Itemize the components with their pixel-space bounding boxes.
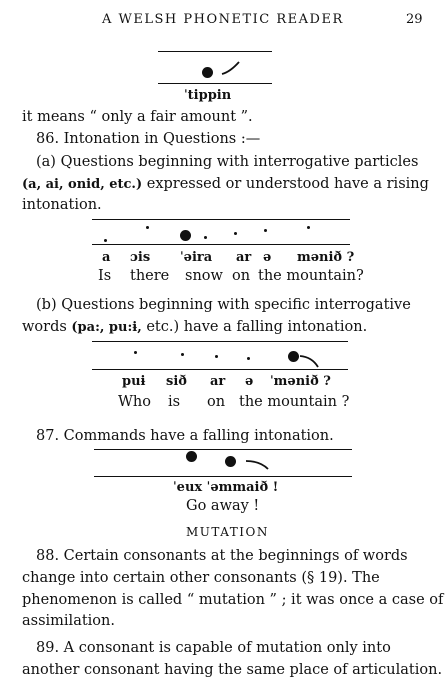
phonetic-word: ˈəira	[180, 250, 213, 265]
staff-bottom-line	[92, 369, 348, 370]
falling-glide	[298, 353, 322, 369]
continued-text: it means “ only a fair amount ”.	[22, 109, 253, 125]
stress-dot	[202, 67, 213, 78]
staff-bottom-line	[158, 83, 272, 84]
gloss-word: there	[130, 268, 170, 284]
sub-b-line1	[36, 294, 411, 316]
pitch-dot	[234, 232, 237, 235]
section-88-line1: 88. Certain consonants at the beginnings of words	[36, 548, 408, 564]
page-number: 29	[406, 12, 423, 27]
sub-b-marker: (b)	[36, 297, 57, 313]
section-heading-mutation: MUTATION	[186, 525, 269, 539]
staff-bottom-line	[92, 244, 350, 245]
pitch-dot	[247, 357, 250, 360]
phonetic-word: ɔis	[130, 250, 151, 265]
pitch-dot	[181, 353, 184, 356]
section-86-a-line3: intonation.	[22, 197, 102, 213]
sub-a-marker: (a)	[36, 154, 56, 170]
staff-top-line	[94, 449, 352, 450]
section-89-line1: 89. A consonant is capable of mutation only into	[36, 640, 391, 656]
gloss-word: Is	[98, 268, 112, 284]
phonetic-word: ə	[245, 374, 254, 389]
gloss-word: the mountain ?	[239, 394, 350, 410]
stress-dot	[186, 451, 197, 462]
book-title: A WELSH PHONETIC READER	[102, 12, 344, 27]
gloss-command: Go away !	[186, 498, 260, 514]
sub-b-line2	[22, 316, 367, 339]
phonetic-word: mənið ?	[297, 250, 355, 265]
phonetic-command: ˈeux ˈəmmaið !	[173, 480, 279, 495]
rising-glide	[220, 60, 242, 76]
section-89-line2: another consonant having the same place of articulation.	[22, 662, 443, 678]
pitch-dot	[307, 226, 310, 229]
sub-b-text-2b: etc.) have a falling intonation.	[141, 319, 368, 335]
phonetic-word: ə	[263, 250, 272, 265]
interrogative-particles: (a, ai, onid, etc.)	[22, 177, 143, 192]
stress-dot	[180, 230, 191, 241]
pitch-dot	[146, 226, 149, 229]
stress-dot	[225, 456, 236, 467]
interrogative-words: (pa:, pu:ɨ,	[71, 320, 142, 335]
sub-b-text: Questions beginning with specific interrogative	[56, 297, 411, 313]
pitch-dot	[134, 351, 137, 354]
phonetic-tippin: ˈtippin	[184, 88, 232, 103]
section-87: 87. Commands have a falling intonation.	[36, 428, 334, 444]
gloss-word: on	[207, 394, 226, 410]
pitch-dot	[215, 355, 218, 358]
section-86-a-line1	[36, 151, 418, 173]
gloss-word: Who	[118, 394, 151, 410]
section-88-line4: assimilation.	[22, 613, 115, 629]
staff-top-line	[92, 219, 350, 220]
section-88-line3: phenomenon is called “ mutation ” ; it was once a case of	[22, 592, 444, 608]
section-86-heading: 86. Intonation in Questions :—	[36, 131, 261, 147]
phonetic-word: sið	[166, 374, 187, 389]
falling-glide	[244, 458, 272, 472]
phonetic-word: puɨ	[122, 374, 146, 389]
staff-top-line	[158, 51, 272, 52]
phonetic-word: a	[102, 250, 111, 265]
gloss-word: on	[232, 268, 251, 284]
pitch-dot	[204, 236, 207, 239]
staff-top-line	[92, 341, 348, 342]
phonetic-word: ar	[210, 374, 226, 389]
gloss-word: is	[168, 394, 181, 410]
phonetic-word: ˈmənið ?	[270, 374, 331, 389]
pitch-dot	[264, 229, 267, 232]
gloss-word: the mountain?	[258, 268, 364, 284]
gloss-word: snow	[185, 268, 223, 284]
sub-a-text-2: expressed or understood have a rising	[142, 176, 429, 192]
pitch-dot	[104, 239, 107, 242]
staff-bottom-line	[94, 476, 352, 477]
phonetic-word: ar	[236, 250, 252, 265]
section-86-a-line2	[22, 173, 429, 196]
section-88-line2: change into certain other consonants (§ 19). The	[22, 570, 380, 586]
sub-b-text-2a: words	[22, 319, 72, 335]
sub-a-text: Questions beginning with interrogative particles	[55, 154, 419, 170]
